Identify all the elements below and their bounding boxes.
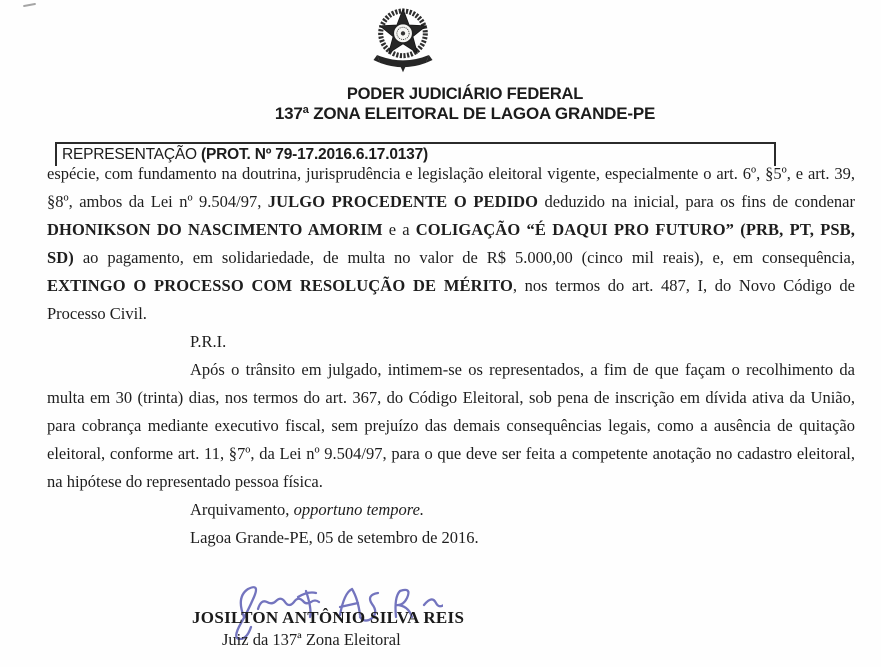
archive-latin-phrase: opportuno tempore.	[293, 500, 425, 519]
ruling-bold-extinguish-process: EXTINGO O PROCESSO COM RESOLUÇÃO DE MÉRITO	[47, 276, 513, 295]
judge-title: Juiz da 137ª Zona Eleitoral	[222, 630, 401, 649]
paragraph-archive	[47, 496, 855, 524]
archive-text: Arquivamento,	[190, 500, 294, 519]
dateline: Lagoa Grande-PE, 05 de setembro de 2016.	[190, 528, 479, 547]
paragraph-pri: P.R.I.	[190, 332, 227, 351]
paragraph-ruling	[47, 160, 855, 328]
court-header	[50, 85, 880, 123]
ruling-text: ao pagamento, em solidariedade, de multa no valor de R$ 5.000,00 (cinco mil reais), e, em consequência,	[73, 248, 855, 267]
ruling-text: espécie, com fundamento na doutrina, jurisprudência e legislação eleitoral vigente, especialmente o art. 6º, §5º, e art. 39, §8º, ambos da Lei nº 9.504/97,	[47, 164, 855, 211]
paragraph-enforcement: Após o trânsito em julgado, intimem-se os representados, a fim de que façam o recolhimento da multa em 30 (trinta) dias, nos termos do art. 367, do Código Eleitoral, sob pena de inscrição em dívida ativa da União, para cobrança mediante executivo fiscal, sem prejuízo das demais consequências legais, como a ausência de quitação eleitoral, conforme art. 11, §7º, da Lei nº 9.504/97, para o que deve ser feita a competente anotação no cadastro eleitoral, na hipótese do representado pessoa física.	[47, 360, 855, 491]
case-protocol-number: (PROT. Nº 79-17.2016.6.17.0137)	[201, 146, 428, 163]
court-branch-title: PODER JUDICIÁRIO FEDERAL	[346, 85, 584, 103]
case-type-label: REPRESENTAÇÃO	[62, 146, 202, 163]
judge-name: JOSILTON ANTÔNIO SILVA REIS	[192, 608, 465, 627]
ruling-bold-julgo-procedente: JULGO PROCEDENTE O PEDIDO	[267, 192, 539, 211]
ruling-bold-defendant-name: DHONIKSON DO NASCIMENTO AMORIM	[47, 220, 383, 239]
scan-artifact-mark	[23, 3, 36, 7]
ruling-text: deduzido na inicial, para os fins de condenar	[538, 192, 855, 211]
ruling-text: , nos termos do art. 487, I, do Novo Código de Processo Civil.	[47, 276, 855, 323]
coat-of-arms-icon	[367, 2, 439, 82]
ruling-text: e a	[382, 220, 416, 239]
decision-body	[47, 160, 855, 552]
electoral-zone-title: 137ª ZONA ELEITORAL DE LAGOA GRANDE-PE	[274, 104, 656, 123]
ruling-bold-coalition-name: COLIGAÇÃO “É DAQUI PRO FUTURO” (PRB, PT, PSB, SD)	[47, 220, 855, 267]
